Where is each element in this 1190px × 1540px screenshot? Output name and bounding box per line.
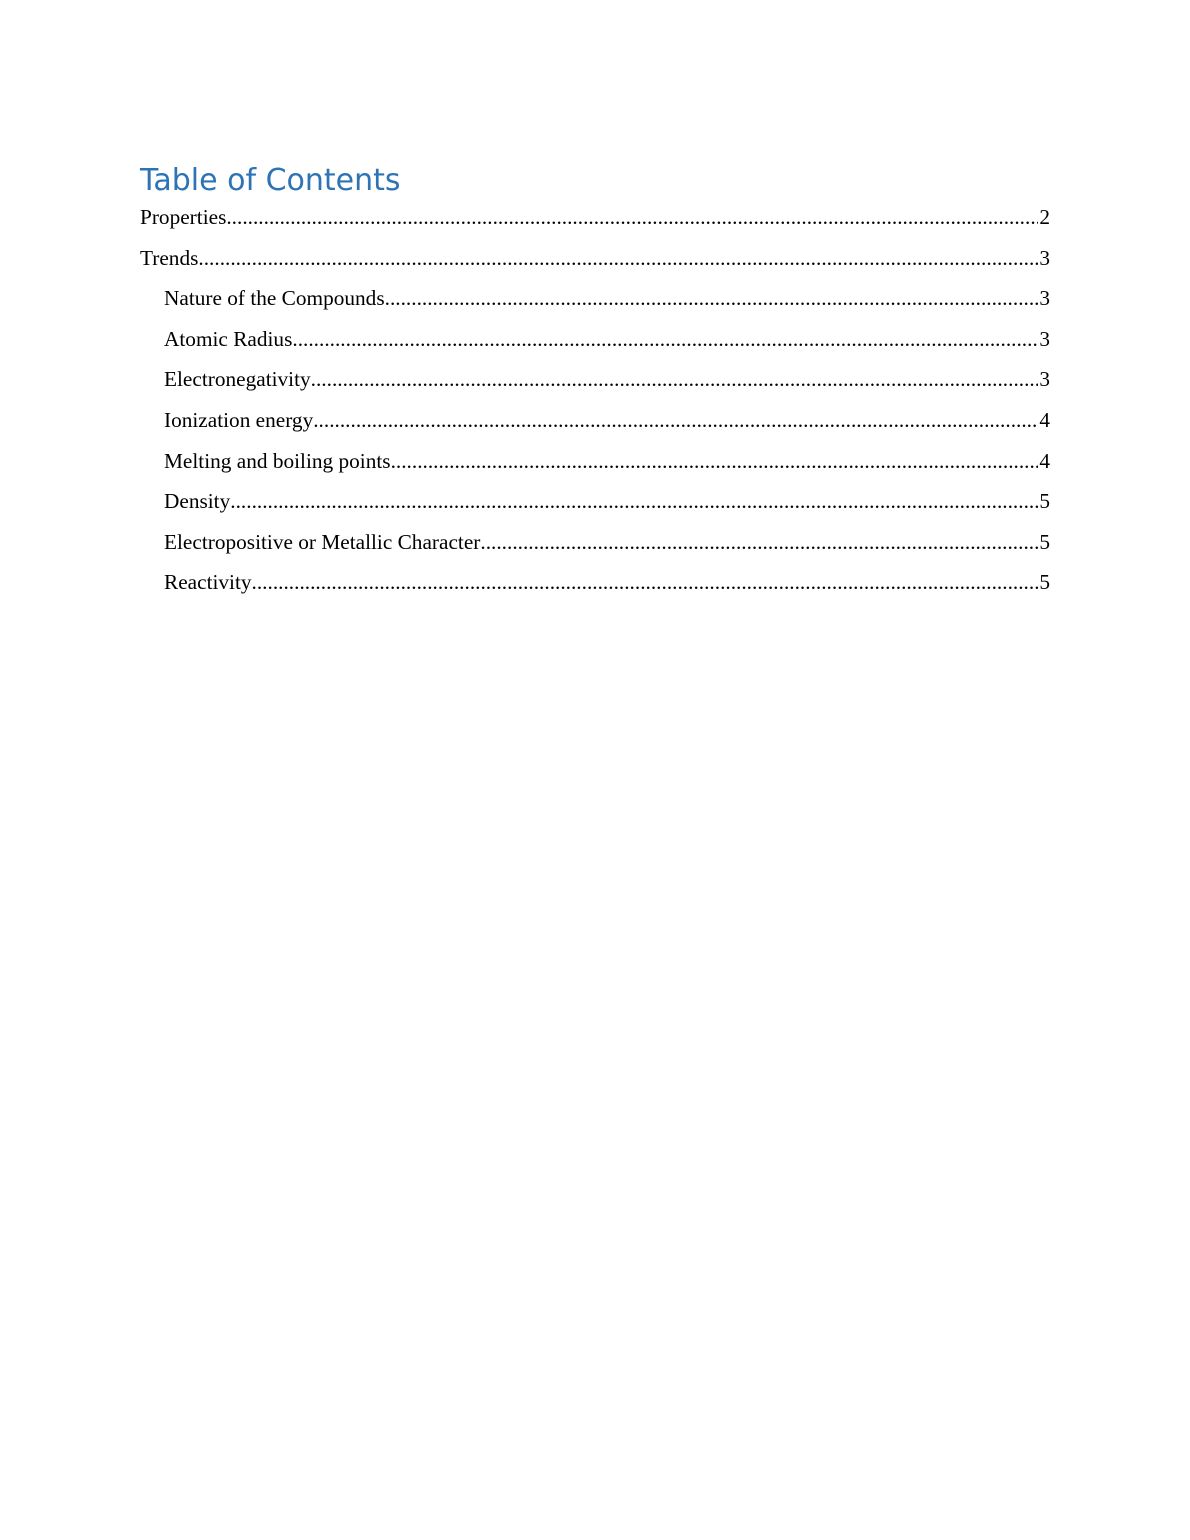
toc-entry-melting-boiling-points[interactable] <box>140 443 1050 484</box>
toc-page-number: 2 <box>1039 205 1050 229</box>
toc-page-number: 4 <box>1039 448 1050 473</box>
toc-entry-text: Ionization energy <box>164 407 314 432</box>
toc-entry-properties[interactable] <box>140 199 1050 240</box>
toc-entry-reactivity[interactable] <box>140 564 1050 605</box>
toc-leader <box>313 402 1038 438</box>
toc-page-number: 3 <box>1039 367 1050 392</box>
toc-page-number: 3 <box>1039 286 1050 311</box>
toc-leader <box>226 199 1038 235</box>
toc-leader <box>230 483 1038 519</box>
toc-leader <box>198 240 1038 276</box>
toc-entry-electronegativity[interactable] <box>140 361 1050 402</box>
toc-entry-ionization-energy[interactable] <box>140 402 1050 443</box>
toc-leader <box>391 443 1039 479</box>
toc-page-number: 3 <box>1039 326 1050 351</box>
toc-entry-text: Atomic Radius <box>164 326 293 351</box>
toc-entry-text: Electronegativity <box>164 367 311 392</box>
toc-leader <box>480 524 1038 560</box>
toc-leader <box>385 280 1039 316</box>
toc-list <box>140 199 1050 605</box>
toc-page-number: 3 <box>1039 245 1050 270</box>
toc-leader <box>292 321 1038 357</box>
toc-entry-text: Trends <box>140 245 199 270</box>
toc-page-number: 4 <box>1039 407 1050 432</box>
toc-entry-text: Nature of the Compounds <box>164 286 385 311</box>
toc-page-number: 5 <box>1039 529 1050 554</box>
toc-leader <box>252 564 1039 600</box>
toc-entry-text: Reactivity <box>164 570 252 595</box>
toc-entry-nature-of-compounds[interactable] <box>140 280 1050 321</box>
toc-entry-text: Density <box>164 489 231 514</box>
toc-entry-density[interactable] <box>140 483 1050 524</box>
toc-entry-text: Properties <box>140 205 227 229</box>
toc-page-number: 5 <box>1039 570 1050 595</box>
toc-page-number: 5 <box>1039 489 1050 514</box>
toc-entry-atomic-radius[interactable] <box>140 321 1050 362</box>
toc-entry-text: Melting and boiling points <box>164 448 391 473</box>
toc-entry-metallic-character[interactable] <box>140 524 1050 565</box>
toc-title: Table of Contents <box>140 163 401 198</box>
toc-entry-text: Electropositive or Metallic Character <box>164 529 481 554</box>
toc-leader <box>311 361 1039 397</box>
toc-entry-trends[interactable] <box>140 240 1050 281</box>
